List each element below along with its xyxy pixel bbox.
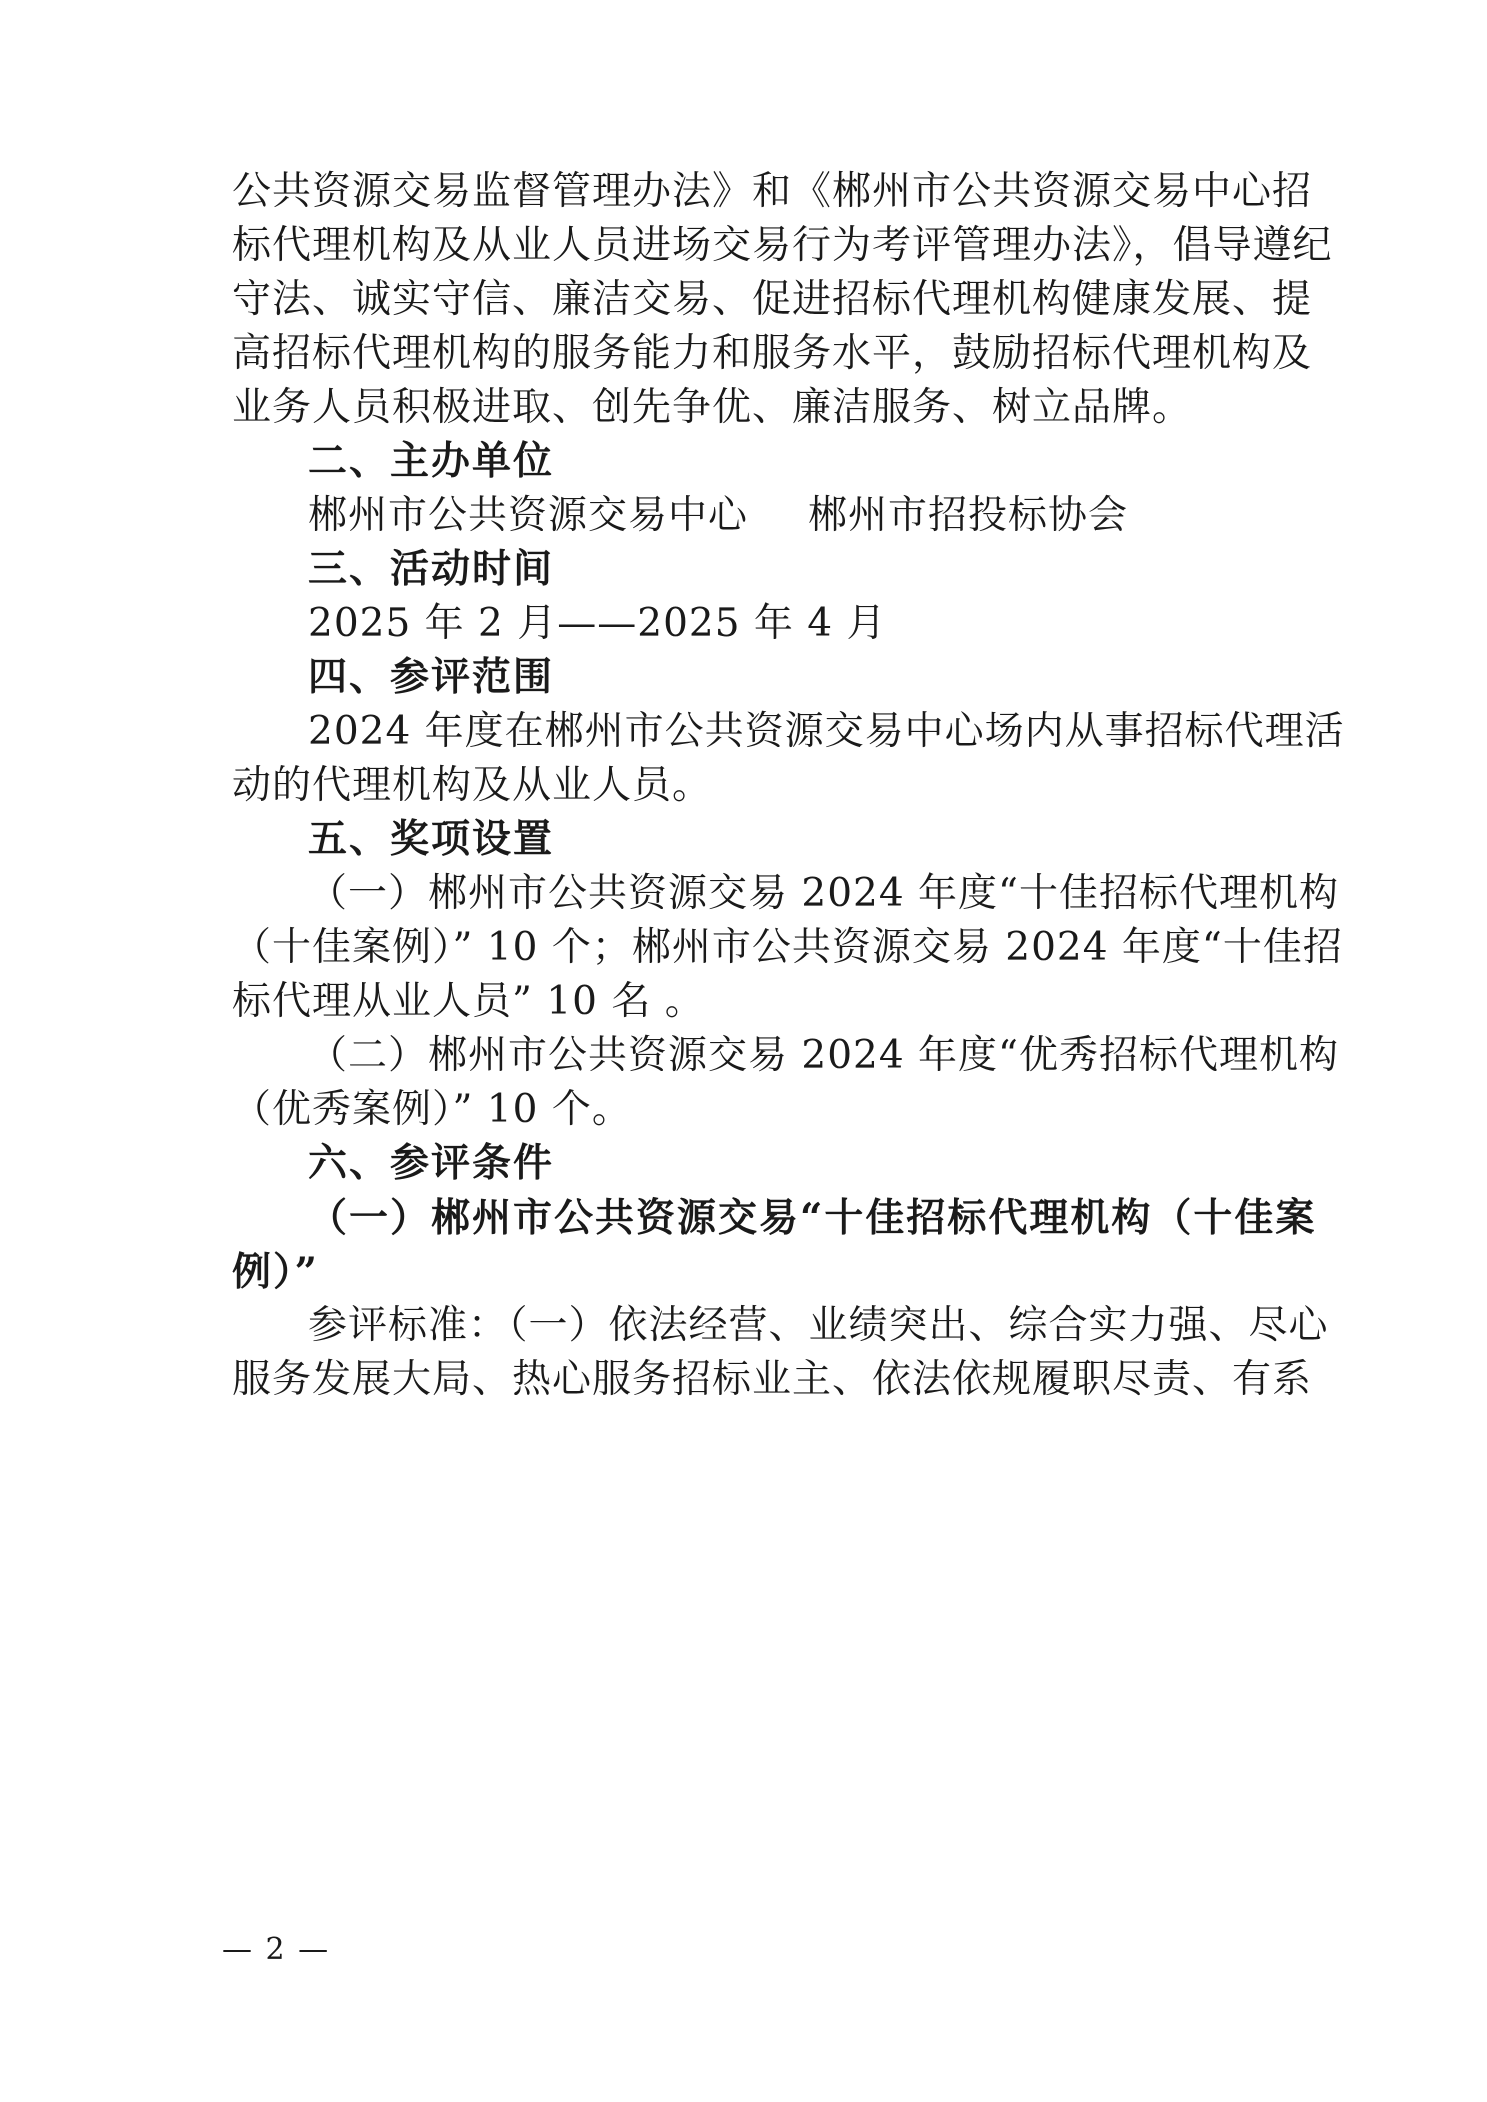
paragraph-line: 公共资源交易监督管理办法》和《郴州市公共资源交易中心招 — [232, 169, 1313, 214]
paragraph-line: （一）郴州市公共资源交易 2024 年度“十佳招标代理机构 — [308, 871, 1339, 916]
paragraph-line: 服务发展大局、热心服务招标业主、依法依规履职尽责、有系 — [232, 1357, 1313, 1402]
page-number: — 2 — — [222, 1932, 331, 1967]
sub-heading: （一）郴州市公共资源交易“十佳招标代理机构（十佳案 — [308, 1195, 1317, 1241]
paragraph-line: 标代理机构及从业人员进场交易行为考评管理办法》，倡导遵纪 — [232, 223, 1333, 268]
paragraph-line: 动的代理机构及从业人员。 — [232, 763, 713, 808]
section-heading-period: 三、活动时间 — [308, 547, 555, 592]
paragraph-line: 2024 年度在郴州市公共资源交易中心场内从事招标代理活 — [308, 709, 1345, 754]
paragraph-line: 高招标代理机构的服务能力和服务水平，鼓励招标代理机构及 — [232, 331, 1313, 376]
paragraph-line: （优秀案例）” 10 个。 — [232, 1087, 632, 1132]
organizer-name: 郴州市公共资源交易中心 — [308, 493, 749, 538]
activity-period: 2025 年 2 月——2025 年 4 月 — [308, 601, 887, 646]
section-heading-awards: 五、奖项设置 — [308, 817, 555, 862]
paragraph-line: 参评标准：（一）依法经营、业绩突出、综合实力强、尽心 — [308, 1303, 1329, 1348]
paragraph-line: （十佳案例）” 10 个；郴州市公共资源交易 2024 年度“十佳招 — [232, 925, 1343, 970]
paragraph-line: （二）郴州市公共资源交易 2024 年度“优秀招标代理机构 — [308, 1033, 1339, 1078]
section-heading-conditions: 六、参评条件 — [308, 1141, 555, 1186]
section-heading-scope: 四、参评范围 — [308, 655, 555, 700]
paragraph-line: 守法、诚实守信、廉洁交易、促进招标代理机构健康发展、提 — [232, 277, 1313, 322]
paragraph-line: 标代理从业人员” 10 名 。 — [232, 979, 705, 1024]
organizer-name: 郴州市招投标协会 — [808, 493, 1129, 538]
paragraph-line: 业务人员积极进取、创先争优、廉洁服务、树立品牌。 — [232, 385, 1193, 430]
sub-heading: 例）” — [232, 1249, 319, 1295]
organizers-line — [308, 492, 1302, 540]
section-heading-organizers: 二、主办单位 — [308, 439, 555, 484]
